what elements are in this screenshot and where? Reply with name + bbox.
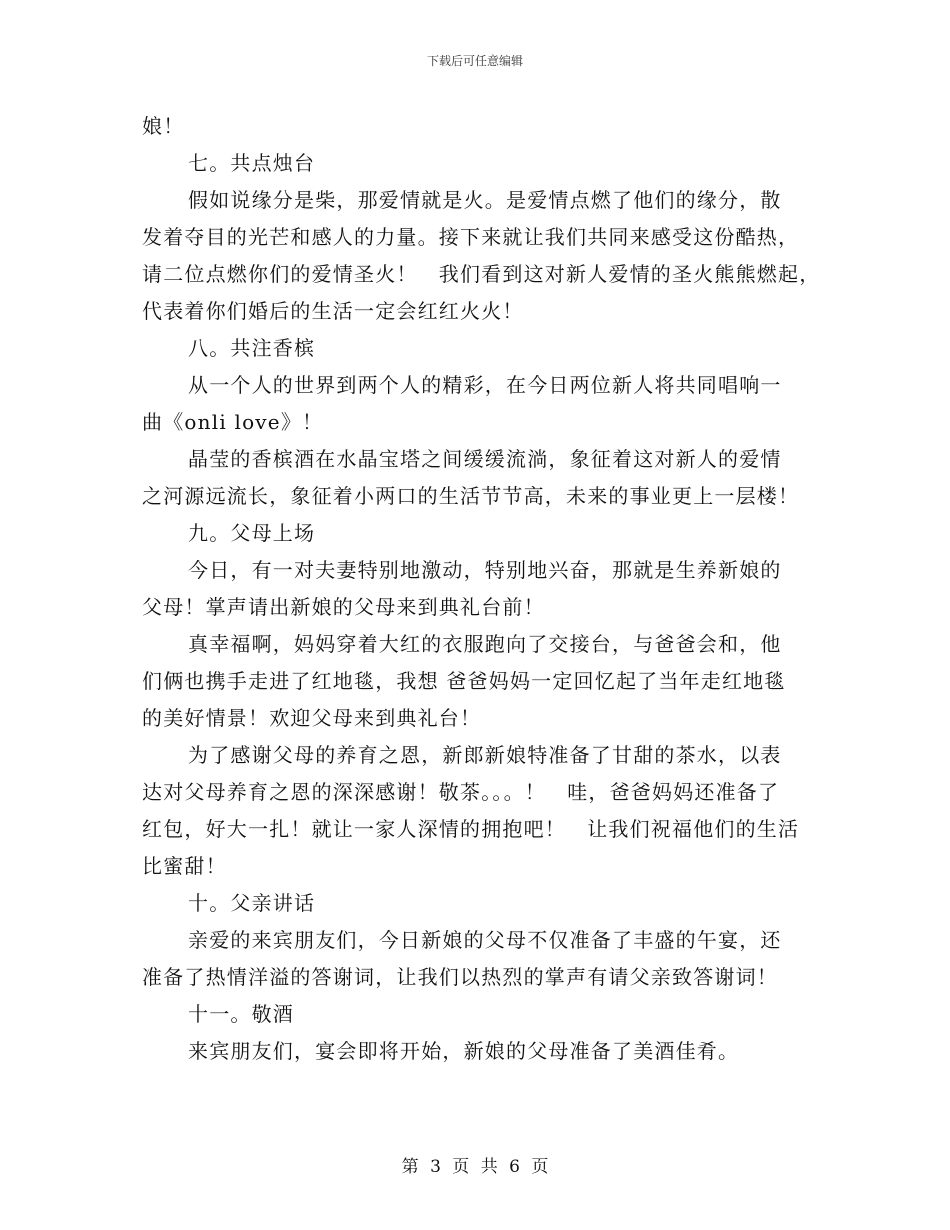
text-line: 八。共注香槟 <box>188 336 316 360</box>
text-line: 十。父亲讲话 <box>188 891 316 915</box>
text-line: 今日，有一对夫妻特别地激动，特别地兴奋，那就是生养新娘的 <box>188 558 782 582</box>
text-line: 达对父母养育之恩的深深感谢！敬茶。。。！ 哇，爸爸妈妈还准备了 <box>142 780 780 804</box>
text-line: 曲《onli love》！ <box>142 410 324 434</box>
text-line: 红包，好大一扎！就让一家人深情的拥抱吧！ 让我们祝福他们的生活 <box>142 817 800 841</box>
text-line: 从一个人的世界到两个人的精彩，在今日两位新人将共同唱响一 <box>188 373 782 397</box>
text-line: 比蜜甜！ <box>142 854 227 878</box>
text-line: 之河源远流长，象征着小两口的生活节节高，未来的事业更上一层楼！ <box>142 484 800 508</box>
text-line: 来宾朋友们，宴会即将开始，新娘的父母准备了美酒佳肴。 <box>188 1039 740 1063</box>
page-footer: 第 3 页 共 6 页 <box>401 1157 549 1177</box>
text-line: 真幸福啊，妈妈穿着大红的衣服跑向了交接台，与爸爸会和，他 <box>188 632 782 656</box>
document-body <box>142 108 821 1070</box>
text-line: 十一。敬酒 <box>188 1002 294 1026</box>
page-header: 下载后可任意编辑 <box>426 54 523 68</box>
text-line: 父母！掌声请出新娘的父母来到典礼台前！ <box>142 595 545 619</box>
text-line: 们俩也携手走进了红地毯，我想 爸爸妈妈一定回忆起了当年走红地毯 <box>142 669 786 693</box>
text-line: 发着夺目的光芒和感人的力量。接下来就让我们共同来感受这份酷热， <box>142 225 800 249</box>
text-line: 的美好情景！欢迎父母来到典礼台！ <box>142 706 482 730</box>
text-line: 九。父母上场 <box>188 521 316 545</box>
text-line: 亲爱的来宾朋友们，今日新娘的父母不仅准备了丰盛的午宴，还 <box>188 928 782 952</box>
text-line: 假如说缘分是柴，那爱情就是火。是爱情点燃了他们的缘分，散 <box>188 188 782 212</box>
text-line: 娘！ <box>142 114 185 138</box>
text-line: 准备了热情洋溢的答谢词，让我们以热烈的掌声有请父亲致答谢词！ <box>142 965 778 989</box>
text-line: 晶莹的香槟酒在水晶宝塔之间缓缓流淌，象征着这对新人的爱情 <box>188 447 782 471</box>
text-line: 代表着你们婚后的生活一定会红红火火！ <box>142 299 524 323</box>
text-line: 请二位点燃你们的爱情圣火！ 我们看到这对新人爱情的圣火熊熊燃起， <box>142 262 821 286</box>
text-line: 七。共点烛台 <box>188 151 316 175</box>
text-line: 为了感谢父母的养育之恩，新郎新娘特准备了甘甜的茶水，以表 <box>188 743 782 767</box>
